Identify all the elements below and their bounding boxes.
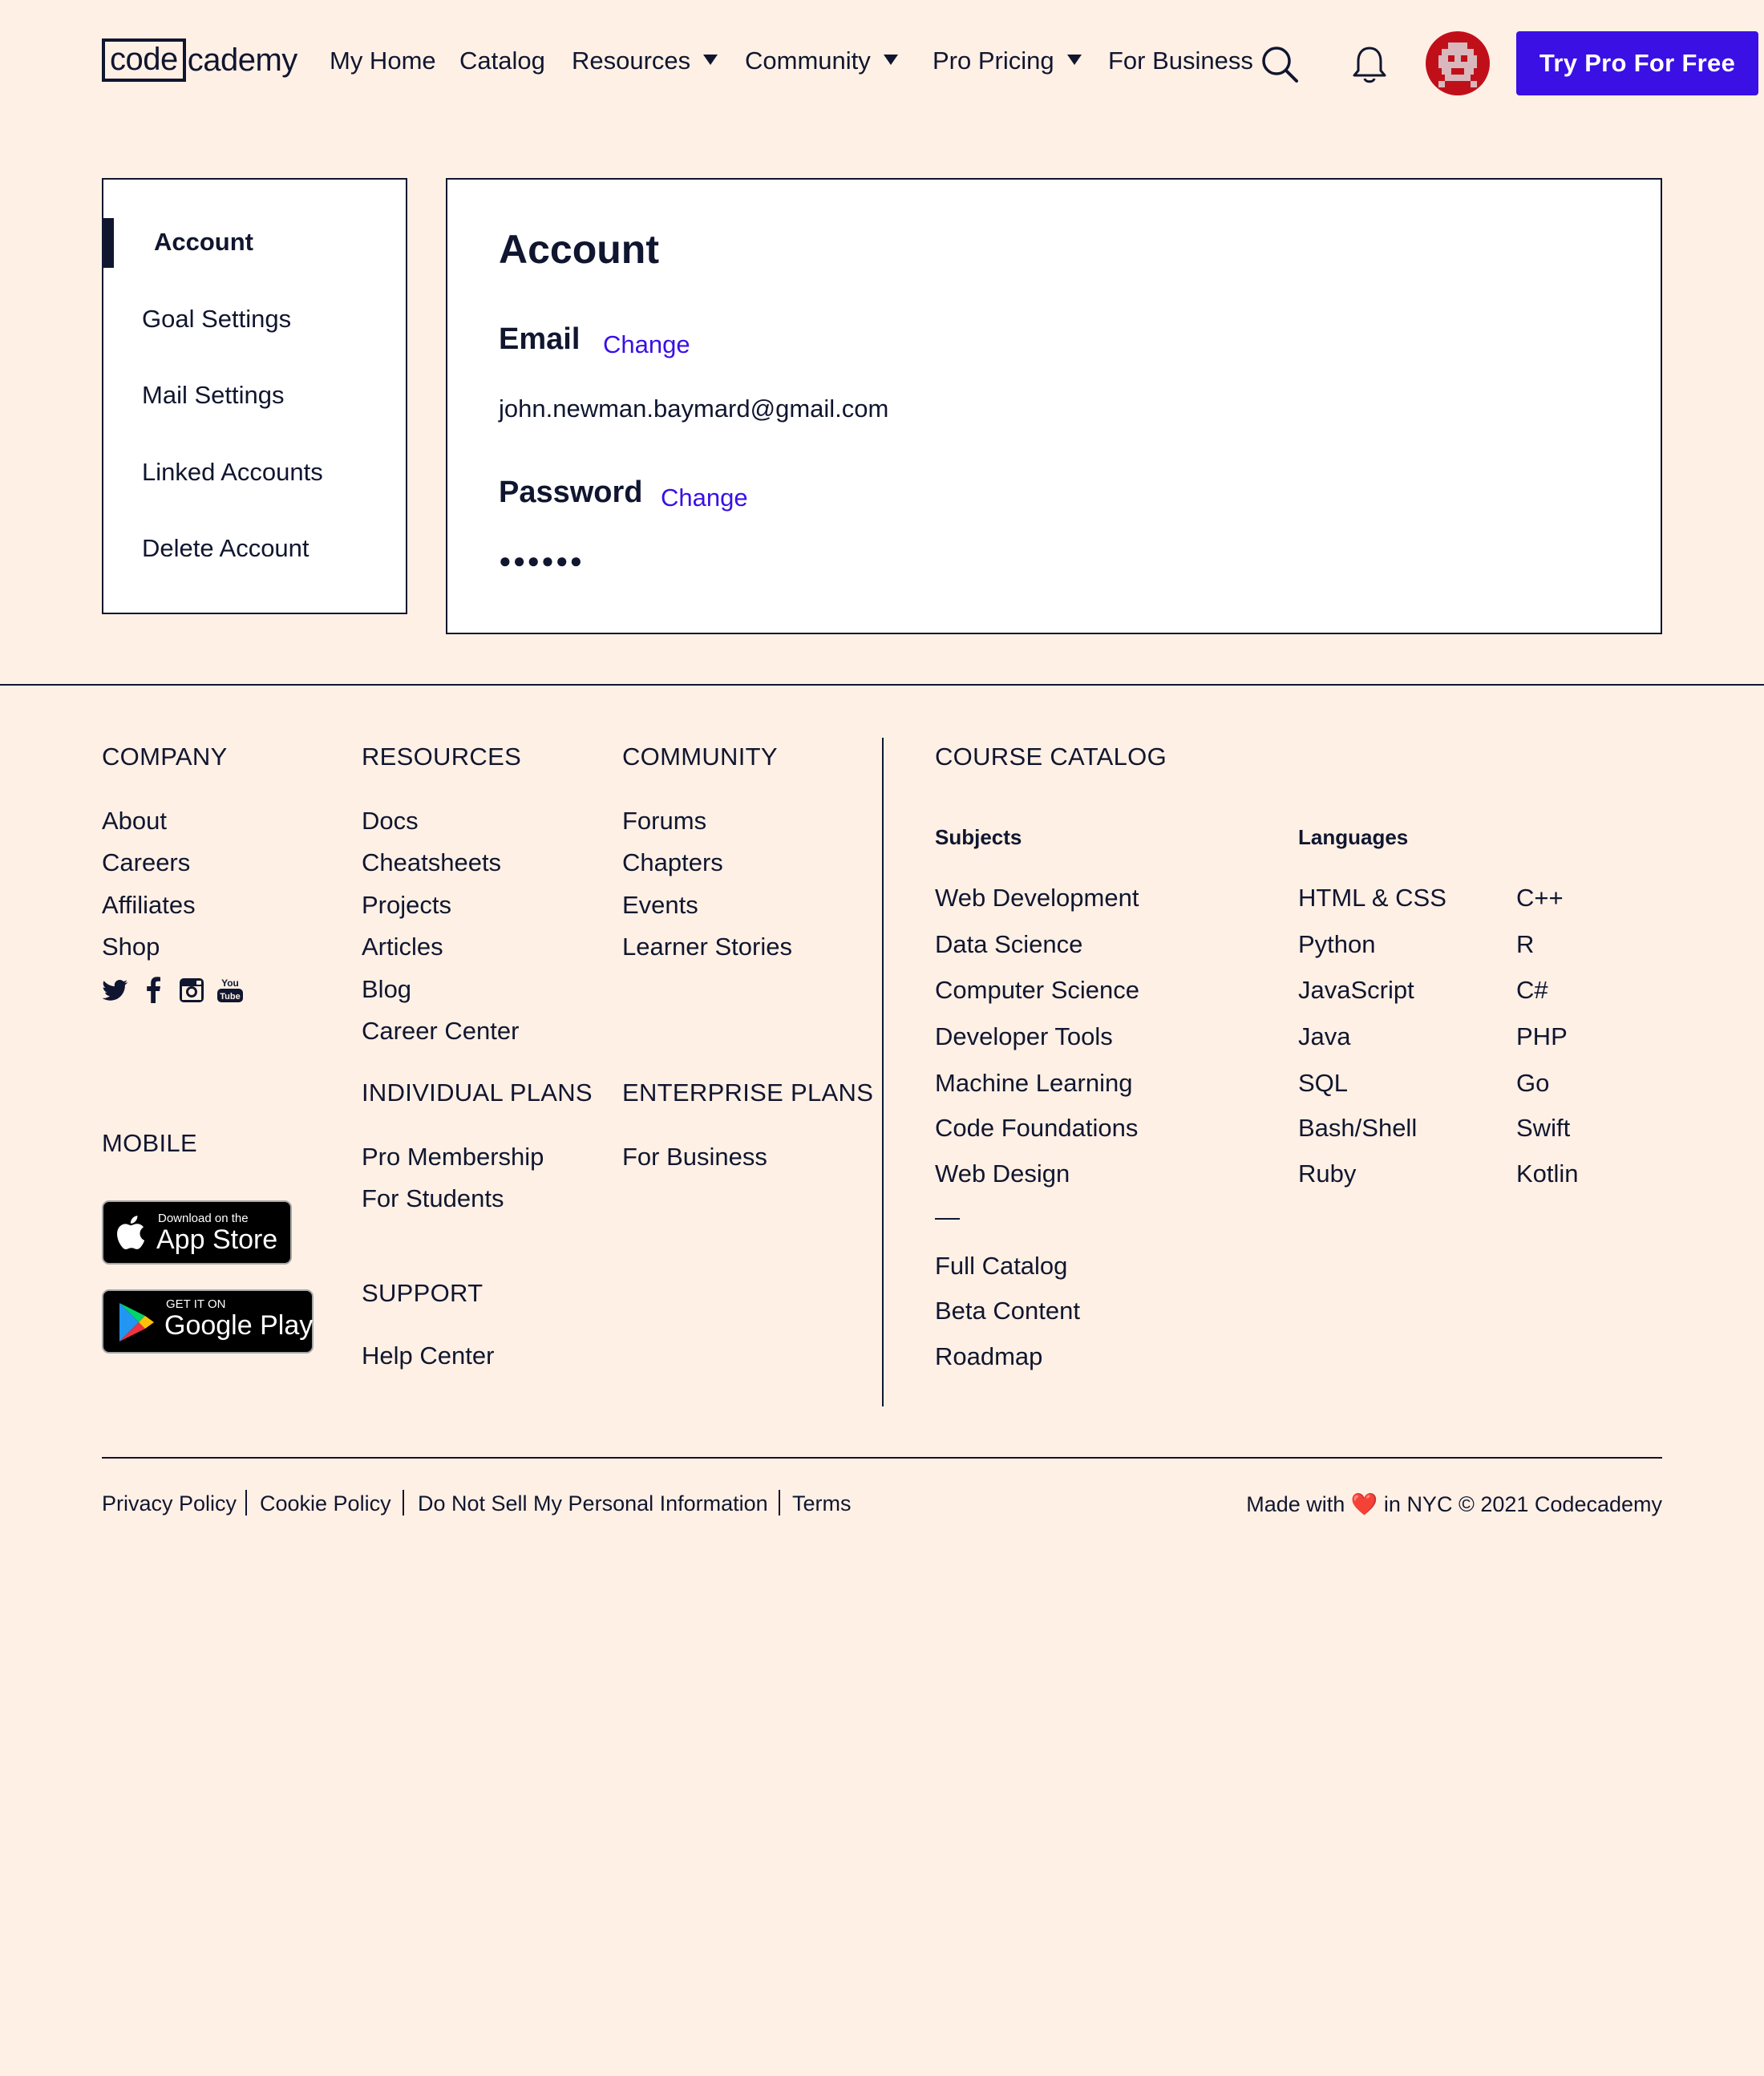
footer-divider bbox=[0, 684, 1764, 686]
password-value: ●●●●●● bbox=[499, 548, 585, 573]
footer-link-language[interactable]: Python bbox=[1298, 930, 1376, 958]
try-pro-button[interactable]: Try Pro For Free bbox=[1516, 31, 1758, 95]
legal-separator bbox=[403, 1490, 404, 1516]
footer-link-subject[interactable]: Data Science bbox=[935, 930, 1083, 958]
sidebar-item-account[interactable]: Account bbox=[154, 228, 253, 256]
footer-link-affiliates[interactable]: Affiliates bbox=[102, 891, 196, 919]
footer-link-for-students[interactable]: For Students bbox=[362, 1184, 504, 1212]
footer-link-language[interactable]: HTML & CSS bbox=[1298, 884, 1446, 912]
footer-mobile-heading: MOBILE bbox=[102, 1129, 197, 1157]
caret-down-icon bbox=[1067, 55, 1082, 65]
footer-link-subject[interactable]: Computer Science bbox=[935, 976, 1140, 1004]
footer-link-language[interactable]: Java bbox=[1298, 1022, 1351, 1050]
footer-link-subject[interactable]: Machine Learning bbox=[935, 1069, 1133, 1097]
footer-link-language[interactable]: SQL bbox=[1298, 1069, 1349, 1097]
footer-link-chapters[interactable]: Chapters bbox=[622, 848, 723, 876]
app-store-big-text: App Store bbox=[156, 1224, 278, 1255]
settings-sidebar bbox=[102, 178, 407, 614]
footer-resources-heading: RESOURCES bbox=[362, 743, 522, 771]
footer-link-language[interactable]: C# bbox=[1516, 976, 1548, 1004]
footer-link-cheatsheets[interactable]: Cheatsheets bbox=[362, 848, 502, 876]
footer-link-language[interactable]: Bash/Shell bbox=[1298, 1114, 1418, 1142]
terms-link[interactable]: Terms bbox=[792, 1491, 852, 1516]
footer-individual-plans-heading: INDIVIDUAL PLANS bbox=[362, 1078, 593, 1107]
footer-link-events[interactable]: Events bbox=[622, 891, 698, 919]
nav-resources[interactable] bbox=[572, 47, 718, 75]
nav-my-home[interactable]: My Home bbox=[330, 47, 436, 75]
made-with-suffix: in NYC © 2021 Codecademy bbox=[1383, 1492, 1662, 1516]
google-play-big-text: Google Play bbox=[164, 1310, 314, 1341]
footer-link-forums[interactable]: Forums bbox=[622, 807, 707, 835]
svg-text:Tube: Tube bbox=[220, 992, 241, 1002]
change-email-link[interactable]: Change bbox=[603, 330, 690, 358]
account-panel bbox=[446, 178, 1662, 634]
footer-link-language[interactable]: Ruby bbox=[1298, 1159, 1357, 1188]
footer-bottom-divider bbox=[102, 1457, 1662, 1459]
languages-heading: Languages bbox=[1298, 825, 1409, 849]
footer-link-language[interactable]: Swift bbox=[1516, 1114, 1571, 1142]
password-label: Password bbox=[499, 475, 643, 509]
footer-link-language[interactable]: Go bbox=[1516, 1069, 1550, 1097]
footer-link-career-center[interactable]: Career Center bbox=[362, 1017, 520, 1045]
footer-link-careers[interactable]: Careers bbox=[102, 848, 191, 876]
google-play-small-text: GET IT ON bbox=[166, 1297, 226, 1311]
footer-link-language[interactable]: PHP bbox=[1516, 1022, 1568, 1050]
instagram-icon[interactable] bbox=[178, 977, 205, 1004]
footer-link-about[interactable]: About bbox=[102, 807, 168, 835]
footer-link-subject[interactable]: Developer Tools bbox=[935, 1022, 1113, 1050]
youtube-icon[interactable] bbox=[216, 977, 244, 1004]
facebook-icon[interactable] bbox=[140, 977, 168, 1004]
email-value: john.newman.baymard@gmail.com bbox=[499, 395, 889, 423]
footer-link-subject[interactable]: Code Foundations bbox=[935, 1114, 1139, 1142]
footer-catalog-heading: COURSE CATALOG bbox=[935, 743, 1167, 771]
footer-link-for-business[interactable]: For Business bbox=[622, 1143, 767, 1171]
sidebar-item-goal-settings[interactable]: Goal Settings bbox=[142, 305, 292, 333]
app-store-button[interactable] bbox=[102, 1200, 292, 1265]
nav-community[interactable] bbox=[745, 47, 898, 75]
caret-down-icon bbox=[884, 55, 898, 65]
catalog-dash: — bbox=[935, 1203, 960, 1231]
made-with-prefix: Made with bbox=[1246, 1492, 1345, 1516]
legal-separator bbox=[779, 1490, 780, 1516]
footer-link-shop[interactable]: Shop bbox=[102, 933, 160, 961]
footer-link-subject[interactable]: Web Design bbox=[935, 1159, 1070, 1188]
bell-icon[interactable] bbox=[1352, 45, 1387, 85]
footer-link-roadmap[interactable]: Roadmap bbox=[935, 1342, 1043, 1370]
footer-link-blog[interactable]: Blog bbox=[362, 975, 412, 1003]
footer-link-pro-membership[interactable]: Pro Membership bbox=[362, 1143, 544, 1171]
footer-link-learner-stories[interactable]: Learner Stories bbox=[622, 933, 792, 961]
logo-code: code bbox=[102, 38, 186, 82]
footer-link-projects[interactable]: Projects bbox=[362, 891, 451, 919]
do-not-sell-link[interactable]: Do Not Sell My Personal Information bbox=[418, 1491, 768, 1516]
google-play-icon bbox=[116, 1301, 156, 1344]
footer-support-heading: SUPPORT bbox=[362, 1279, 483, 1307]
logo-cademy: cademy bbox=[187, 42, 297, 78]
svg-text:You: You bbox=[221, 977, 239, 989]
footer-link-articles[interactable]: Articles bbox=[362, 933, 443, 961]
nav-resources-label: Resources bbox=[572, 47, 691, 75]
app-store-small-text: Download on the bbox=[158, 1212, 249, 1225]
cookie-policy-link[interactable]: Cookie Policy bbox=[260, 1491, 391, 1516]
caret-down-icon bbox=[703, 55, 718, 65]
google-play-button[interactable] bbox=[102, 1289, 314, 1354]
search-icon[interactable] bbox=[1260, 45, 1299, 83]
subjects-heading: Subjects bbox=[935, 825, 1022, 849]
nav-pro-pricing-label: Pro Pricing bbox=[933, 47, 1054, 75]
nav-catalog[interactable]: Catalog bbox=[459, 47, 545, 75]
footer-link-docs[interactable]: Docs bbox=[362, 807, 419, 835]
footer-link-full-catalog[interactable]: Full Catalog bbox=[935, 1252, 1068, 1280]
sidebar-item-mail-settings[interactable]: Mail Settings bbox=[142, 381, 285, 409]
sidebar-item-linked-accounts[interactable]: Linked Accounts bbox=[142, 458, 323, 486]
footer-community-heading: COMMUNITY bbox=[622, 743, 778, 771]
email-label: Email bbox=[499, 322, 581, 356]
nav-community-label: Community bbox=[745, 47, 871, 75]
legal-separator bbox=[245, 1490, 247, 1516]
made-with-text bbox=[1246, 1491, 1662, 1517]
footer-column-divider bbox=[882, 738, 884, 1406]
nav-pro-pricing[interactable] bbox=[933, 47, 1082, 75]
footer-link-help-center[interactable]: Help Center bbox=[362, 1342, 495, 1370]
heart-icon: ❤️ bbox=[1350, 1492, 1378, 1516]
footer-company-heading: COMPANY bbox=[102, 743, 228, 771]
page-title: Account bbox=[499, 227, 659, 272]
footer-link-beta-content[interactable]: Beta Content bbox=[935, 1297, 1080, 1325]
footer-link-language[interactable]: R bbox=[1516, 930, 1535, 958]
footer-link-language[interactable]: JavaScript bbox=[1298, 976, 1414, 1004]
footer-link-language[interactable]: Kotlin bbox=[1516, 1159, 1579, 1188]
avatar[interactable] bbox=[1426, 31, 1490, 95]
nav-for-business[interactable]: For Business bbox=[1108, 47, 1253, 75]
change-password-link[interactable]: Change bbox=[661, 484, 748, 512]
sidebar-item-delete-account[interactable]: Delete Account bbox=[142, 534, 310, 562]
codecademy-logo[interactable] bbox=[102, 38, 297, 82]
privacy-policy-link[interactable]: Privacy Policy bbox=[102, 1491, 237, 1516]
footer-enterprise-plans-heading: ENTERPRISE PLANS bbox=[622, 1078, 874, 1107]
top-navigation bbox=[0, 0, 1764, 128]
apple-icon bbox=[116, 1215, 145, 1250]
footer-link-subject[interactable]: Web Development bbox=[935, 884, 1139, 912]
twitter-icon[interactable] bbox=[102, 977, 129, 1004]
footer-link-language[interactable]: C++ bbox=[1516, 884, 1564, 912]
active-indicator bbox=[103, 218, 114, 268]
